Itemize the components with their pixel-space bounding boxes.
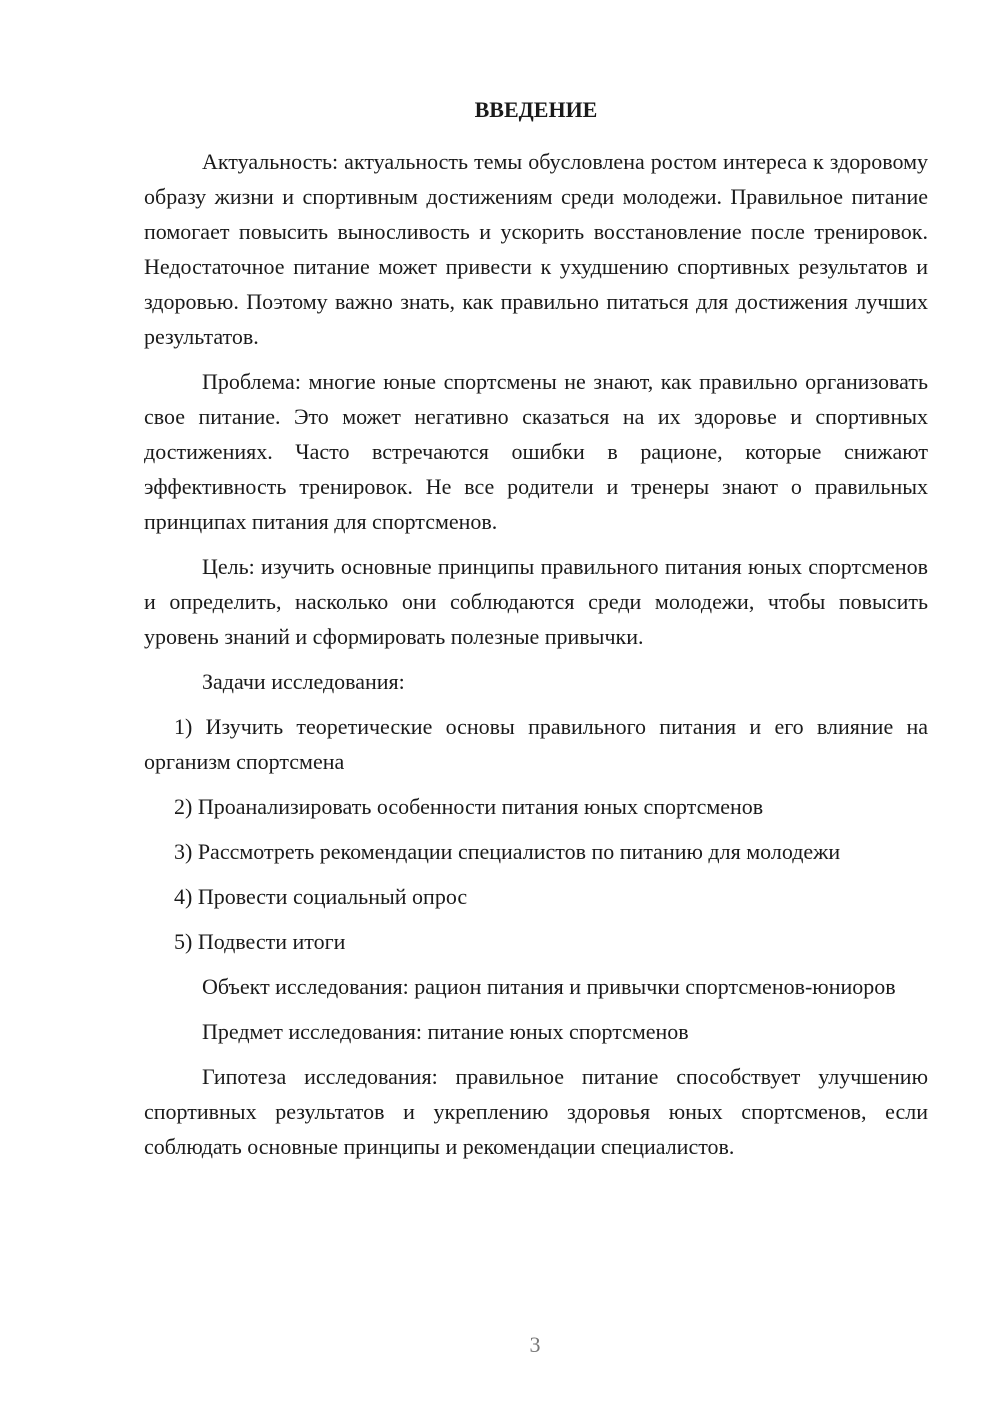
task-item: 2) Проанализировать особенности питания юных спортсменов [174,794,764,819]
object-paragraph: Объект исследования: рацион питания и привычки спортсменов-юниоров [202,974,896,999]
hypothesis-paragraph: Гипотеза исследования: правильное питание способствует улучшению спортивных результатов и укреплению здоровья юных спортсменов, если соблюдать основные принципы и рекомендации специалистов. [144,1064,928,1159]
problem-paragraph: Проблема: многие юные спортсмены не знают, как правильно организовать свое питание. Это может негативно сказаться на их здоровье и спортивных достижениях. Часто встречаются ошибки в рационе, которые снижают эффективность тренировок. Не все родители и тренеры знают о правильных принципах питания для спортсменов. [144,369,928,534]
task-item: 4) Провести социальный опрос [174,884,468,909]
document-page [144,92,928,1174]
subject-paragraph: Предмет исследования: питание юных спортсменов [202,1019,689,1044]
task-item: 5) Подвести итоги [174,929,346,954]
page-number: 3 [529,1332,541,1357]
task-item: 1) Изучить теоретические основы правильного питания и его влияние на организм спортсмена [144,714,928,774]
goal-paragraph: Цель: изучить основные принципы правильного питания юных спортсменов и определить, насколько они соблюдаются среди молодежи, чтобы повысить уровень знаний и сформировать полезные привычки. [144,554,928,649]
relevance-paragraph: Актуальность: актуальность темы обусловлена ростом интереса к здоровому образу жизни и спортивным достижениям среди молодежи. Правильное питание помогает повысить выносливость и ускорить восстановление после тренировок. Недостаточное питание может привести к ухудшению спортивных результатов и здоровью. Поэтому важно знать, как правильно питаться для достижения лучших результатов. [144,149,928,349]
task-item: 3) Рассмотреть рекомендации специалистов по питанию для молодежи [174,839,841,864]
page-title: ВВЕДЕНИЕ [474,97,598,122]
tasks-heading: Задачи исследования: [202,669,405,694]
